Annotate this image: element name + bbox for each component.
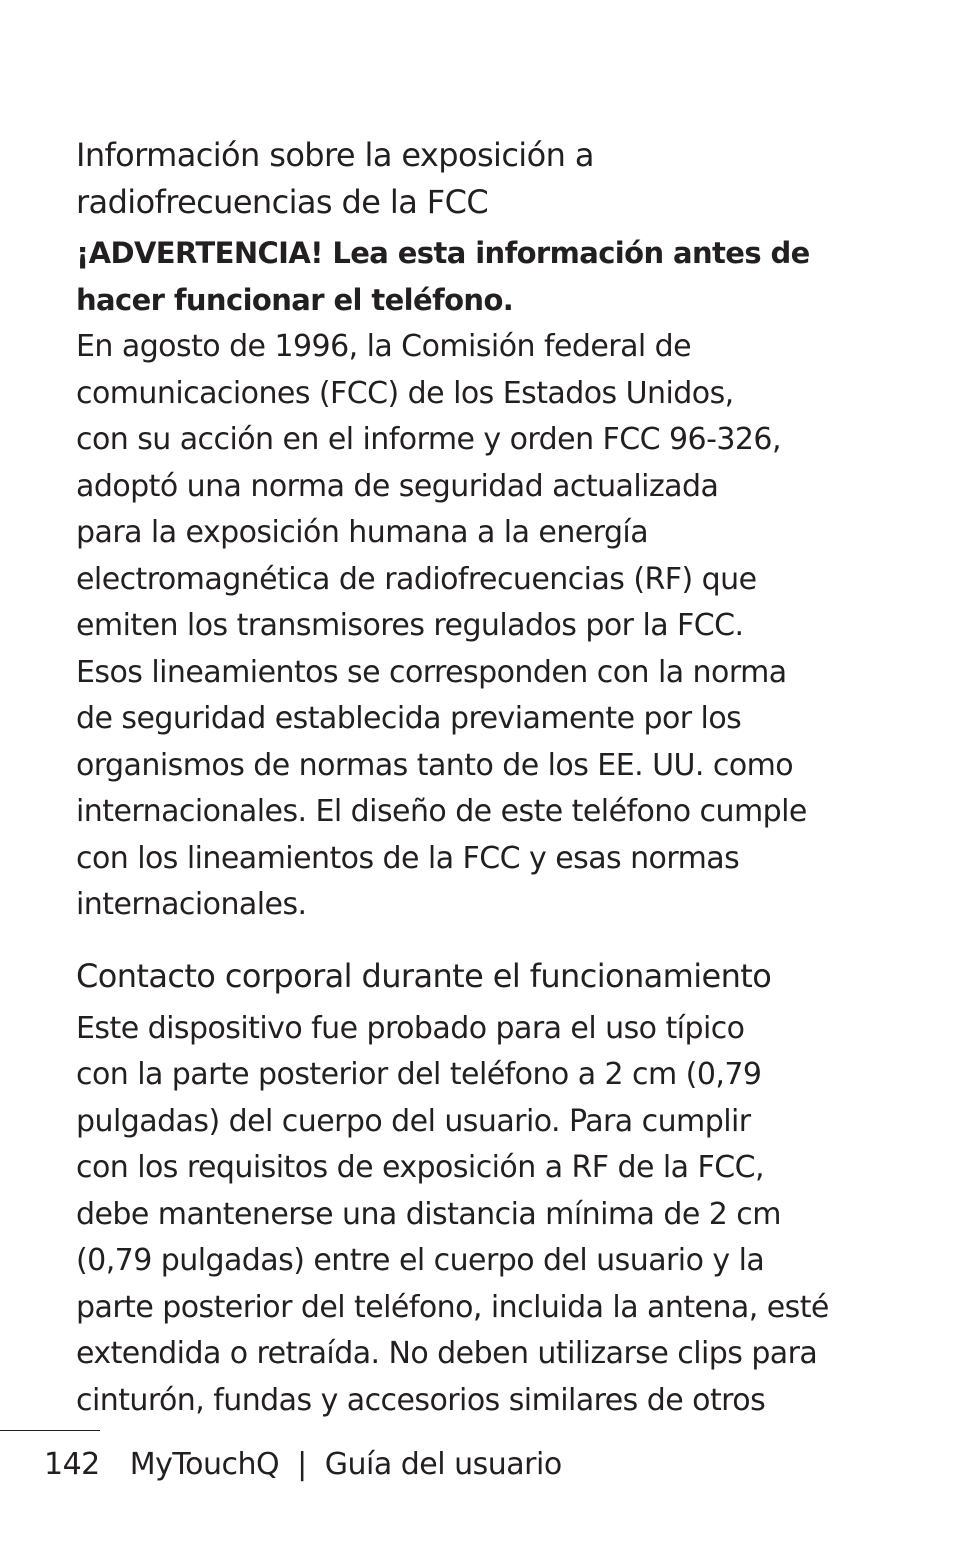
- text-line: cinturón, fundas y accesorios similares de otros: [76, 1382, 766, 1418]
- warning-text: [76, 230, 876, 324]
- heading-line: Información sobre la exposición a: [76, 136, 594, 174]
- warning-line: hacer funcionar el teléfono.: [76, 283, 514, 317]
- text-line: con los requisitos de exposición a RF de la FCC,: [76, 1150, 764, 1185]
- text-line: parte posterior del teléfono, incluida la antena, esté: [76, 1289, 829, 1325]
- text-line: de seguridad establecida previamente por los: [76, 701, 742, 736]
- text-line: internacionales.: [76, 887, 307, 922]
- paragraph-fcc-exposure: [76, 324, 876, 929]
- text-line: debe mantenerse una distancia mínima de 2 cm: [76, 1196, 781, 1232]
- warning-line: ¡ADVERTENCIA! Lea esta información antes de: [76, 236, 810, 270]
- text-line: emiten los transmisores regulados por la FCC.: [76, 608, 744, 643]
- page-content: [76, 132, 876, 1424]
- text-line: Este dispositivo fue probado para el uso típico: [76, 1010, 745, 1046]
- text-line: con la parte posterior del teléfono a 2 cm (0,79: [76, 1057, 762, 1092]
- paragraph-body-contact: [76, 1006, 876, 1425]
- text-line: con los lineamientos de la FCC y esas normas: [76, 840, 740, 876]
- text-line: pulgadas) del cuerpo del usuario. Para cumplir: [76, 1103, 751, 1139]
- text-line: Esos lineamientos se corresponden con la norma: [76, 654, 787, 690]
- page-number: 142: [44, 1447, 100, 1482]
- product-name: MyTouchQ: [129, 1447, 280, 1482]
- guide-title: Guía del usuario: [324, 1447, 562, 1482]
- text-line: adoptó una norma de seguridad actualizada: [76, 468, 719, 504]
- text-line: En agosto de 1996, la Comisión federal de: [76, 329, 692, 364]
- section-heading-body-contact: Contacto corporal durante el funcionamiento: [76, 956, 772, 995]
- page-footer: [44, 1442, 562, 1488]
- section-heading-fcc-exposure: [76, 132, 876, 226]
- heading-line: radiofrecuencias de la FCC: [76, 183, 489, 221]
- text-line: internacionales. El diseño de este teléfono cumple: [76, 794, 807, 829]
- text-line: electromagnética de radiofrecuencias (RF) que: [76, 561, 757, 597]
- footer-separator: |: [297, 1447, 307, 1482]
- footer-divider: [0, 1430, 100, 1431]
- text-line: extendida o retraída. No deben utilizarse clips para: [76, 1336, 818, 1371]
- text-line: para la exposición humana a la energía: [76, 515, 649, 550]
- section-body-contact: [76, 953, 876, 1425]
- text-line: (0,79 pulgadas) entre el cuerpo del usuario y la: [76, 1243, 765, 1278]
- text-line: con su acción en el informe y orden FCC 96-326,: [76, 422, 781, 457]
- text-line: organismos de normas tanto de los EE. UU. como: [76, 747, 794, 783]
- text-line: comunicaciones (FCC) de los Estados Unidos,: [76, 375, 734, 411]
